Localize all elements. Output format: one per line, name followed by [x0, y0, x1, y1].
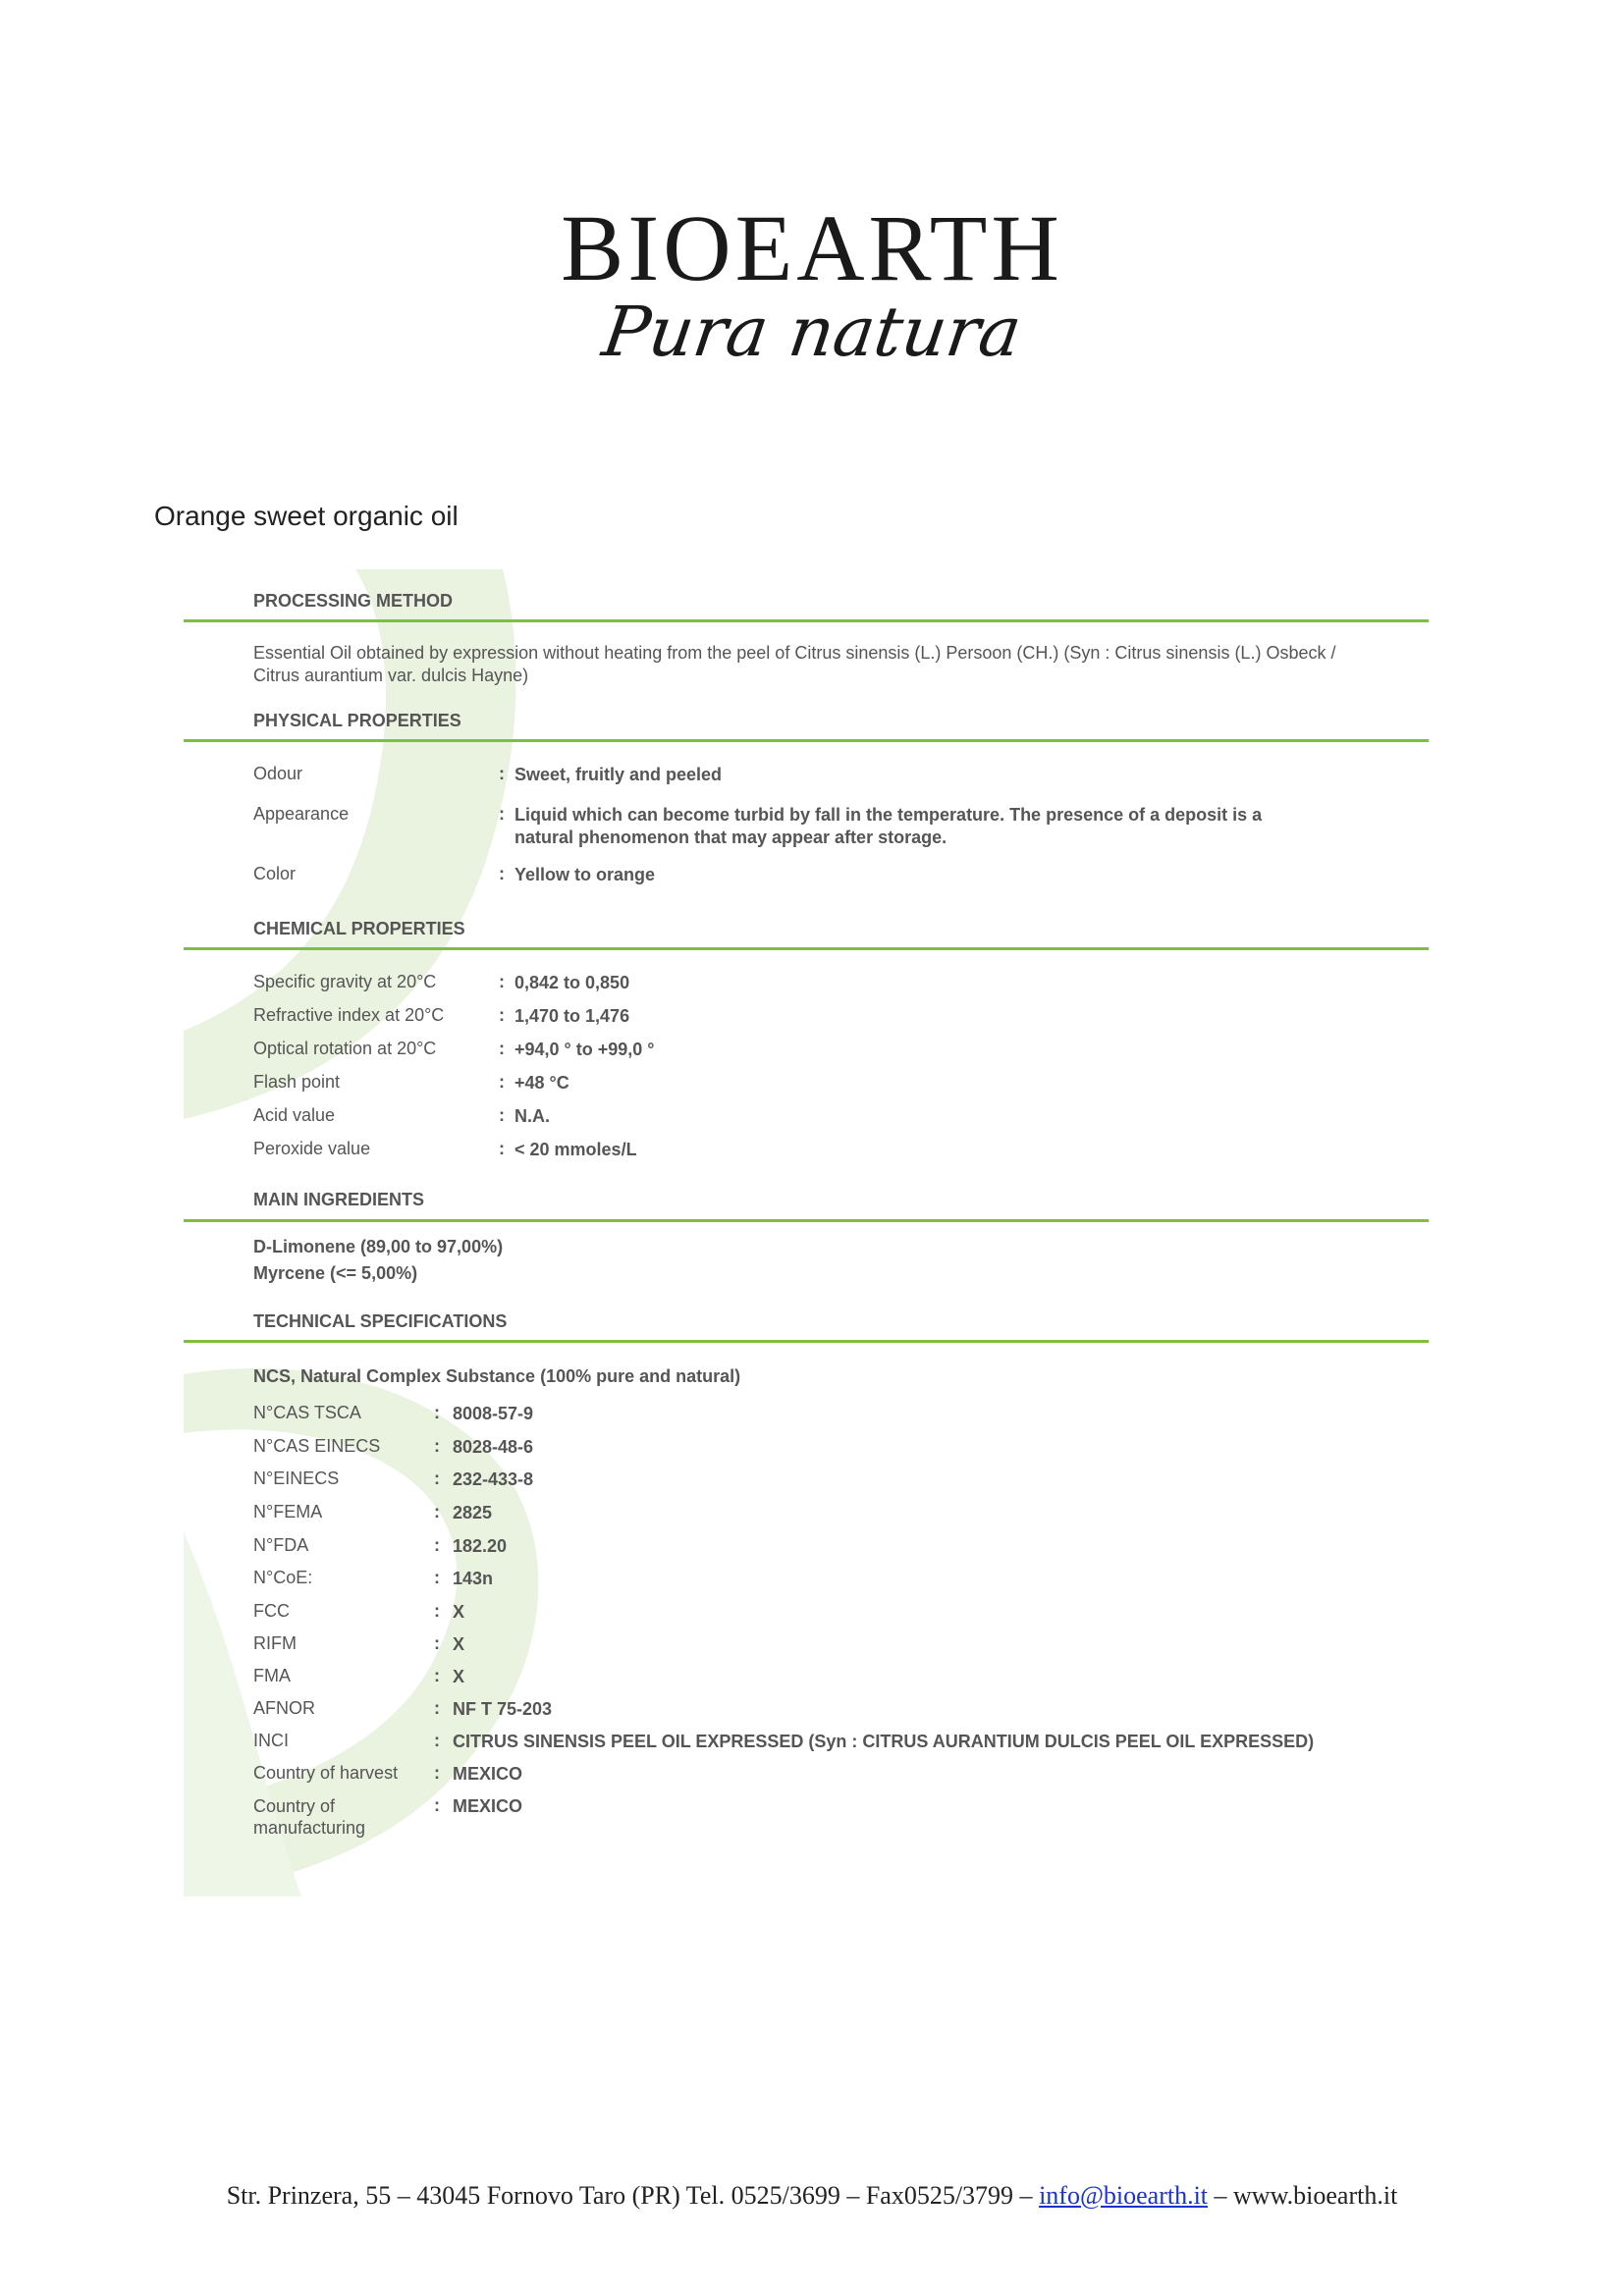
property-value: Sweet, fruitly and peeled — [514, 765, 723, 784]
colon: : — [434, 1731, 440, 1750]
logo-tagline: Pura natura — [597, 292, 1027, 372]
spec-value: X — [453, 1634, 465, 1654]
spec-value: CITRUS SINENSIS PEEL OIL EXPRESSED (Syn : CITRUS AURANTIUM DULCIS PEEL OIL EXPRESSED) — [453, 1732, 1315, 1751]
spec-value: MEXICO — [453, 1796, 523, 1816]
property-value: +48 °C — [514, 1073, 569, 1093]
chemical-properties-heading: CHEMICAL PROPERTIES — [253, 919, 465, 938]
property-label: Acid value — [253, 1105, 336, 1125]
spec-label: FCC — [253, 1601, 290, 1621]
colon: : — [434, 1403, 440, 1422]
section-divider — [184, 739, 1429, 742]
colon: : — [434, 1698, 440, 1718]
footer-contact — [0, 2181, 1624, 2211]
data-sheet — [184, 569, 1429, 1896]
logo-brand-name: BIOEARTH — [561, 195, 1063, 300]
colon: : — [434, 1666, 440, 1685]
leaf-watermark-icon — [184, 569, 1429, 1896]
spec-value: 232-433-8 — [453, 1469, 534, 1489]
spec-value: X — [453, 1602, 465, 1622]
property-label: Odour — [253, 764, 303, 783]
property-value: 0,842 to 0,850 — [514, 973, 630, 992]
colon: : — [434, 1535, 440, 1555]
colon: : — [499, 972, 505, 991]
colon: : — [499, 764, 505, 783]
spec-value: NF T 75-203 — [453, 1699, 553, 1719]
colon: : — [434, 1763, 440, 1783]
property-label: Optical rotation at 20°C — [253, 1039, 437, 1058]
property-value: 1,470 to 1,476 — [514, 1006, 630, 1026]
property-label: Specific gravity at 20°C — [253, 972, 437, 991]
spec-label: Country of manufacturing — [253, 1796, 366, 1838]
spec-value: 182.20 — [453, 1536, 508, 1556]
spec-value: 143n — [453, 1569, 494, 1588]
colon: : — [499, 1072, 505, 1092]
section-divider — [184, 1219, 1429, 1222]
physical-properties-heading: PHYSICAL PROPERTIES — [253, 711, 461, 730]
spec-label: N°CAS EINECS — [253, 1436, 381, 1456]
property-value: Yellow to orange — [514, 865, 656, 884]
property-value: N.A. — [514, 1106, 550, 1126]
property-label: Color — [253, 864, 297, 883]
property-label: Refractive index at 20°C — [253, 1005, 445, 1025]
section-divider — [184, 1340, 1429, 1343]
colon: : — [499, 1039, 505, 1058]
spec-label: N°FEMA — [253, 1502, 323, 1522]
section-divider — [184, 947, 1429, 950]
property-label: Appearance — [253, 804, 350, 824]
processing-method-heading: PROCESSING METHOD — [253, 591, 454, 611]
footer-address: Str. Prinzera, 55 – 43045 Fornovo Taro (PR) Tel. 0525/3699 – Fax0525/3799 – — [226, 2181, 1040, 2210]
product-title: Orange sweet organic oil — [154, 501, 459, 531]
colon: : — [499, 1105, 505, 1125]
section-divider — [184, 619, 1429, 622]
colon: : — [499, 804, 505, 824]
spec-label: INCI — [253, 1731, 289, 1750]
footer-email-link[interactable]: info@bioearth.it — [1039, 2181, 1209, 2210]
spec-label: N°EINECS — [253, 1468, 340, 1488]
colon: : — [434, 1502, 440, 1522]
colon: : — [434, 1436, 440, 1456]
ingredient-item: D-Limonene (89,00 to 97,00%) — [253, 1237, 504, 1256]
property-label: Flash point — [253, 1072, 341, 1092]
property-label: Peroxide value — [253, 1139, 371, 1158]
technical-specifications-heading: TECHNICAL SPECIFICATIONS — [253, 1311, 508, 1331]
technical-subtitle: NCS, Natural Complex Substance (100% pure and natural) — [253, 1366, 741, 1386]
spec-label: Country of harvest — [253, 1763, 399, 1783]
property-value: Liquid which can become turbid by fall in the temperature. The presence of a deposit is a natural phenomenon that may appear after storage. — [514, 805, 1263, 847]
property-value: < 20 mmoles/L — [514, 1140, 637, 1159]
spec-value: 8008-57-9 — [453, 1404, 534, 1423]
spec-label: RIFM — [253, 1633, 297, 1653]
colon: : — [434, 1795, 440, 1815]
spec-label: N°FDA — [253, 1535, 309, 1555]
spec-label: N°CoE: — [253, 1568, 313, 1587]
spec-label: N°CAS TSCA — [253, 1403, 361, 1422]
main-ingredients-heading: MAIN INGREDIENTS — [253, 1190, 425, 1209]
spec-value: 8028-48-6 — [453, 1437, 534, 1457]
spec-label: FMA — [253, 1666, 291, 1685]
spec-value: X — [453, 1667, 465, 1686]
footer-website: – www.bioearth.it — [1208, 2181, 1398, 2210]
colon: : — [434, 1601, 440, 1621]
colon: : — [499, 1139, 505, 1158]
processing-method-text: Essential Oil obtained by expression without heating from the peel of Citrus sinensis (L.) Persoon (CH.) (Syn : Citrus sinensis (L.) Osbeck / Citrus aurantium var. dulcis Hayne) — [253, 643, 1336, 685]
spec-label: AFNOR — [253, 1698, 315, 1718]
property-value: +94,0 ° to +99,0 ° — [514, 1040, 655, 1059]
spec-value: MEXICO — [453, 1764, 523, 1784]
colon: : — [499, 864, 505, 883]
colon: : — [499, 1005, 505, 1025]
colon: : — [434, 1468, 440, 1488]
colon: : — [434, 1633, 440, 1653]
brand-logo — [0, 195, 1624, 372]
ingredient-item: Myrcene (<= 5,00%) — [253, 1263, 418, 1283]
colon: : — [434, 1568, 440, 1587]
spec-value: 2825 — [453, 1503, 493, 1522]
